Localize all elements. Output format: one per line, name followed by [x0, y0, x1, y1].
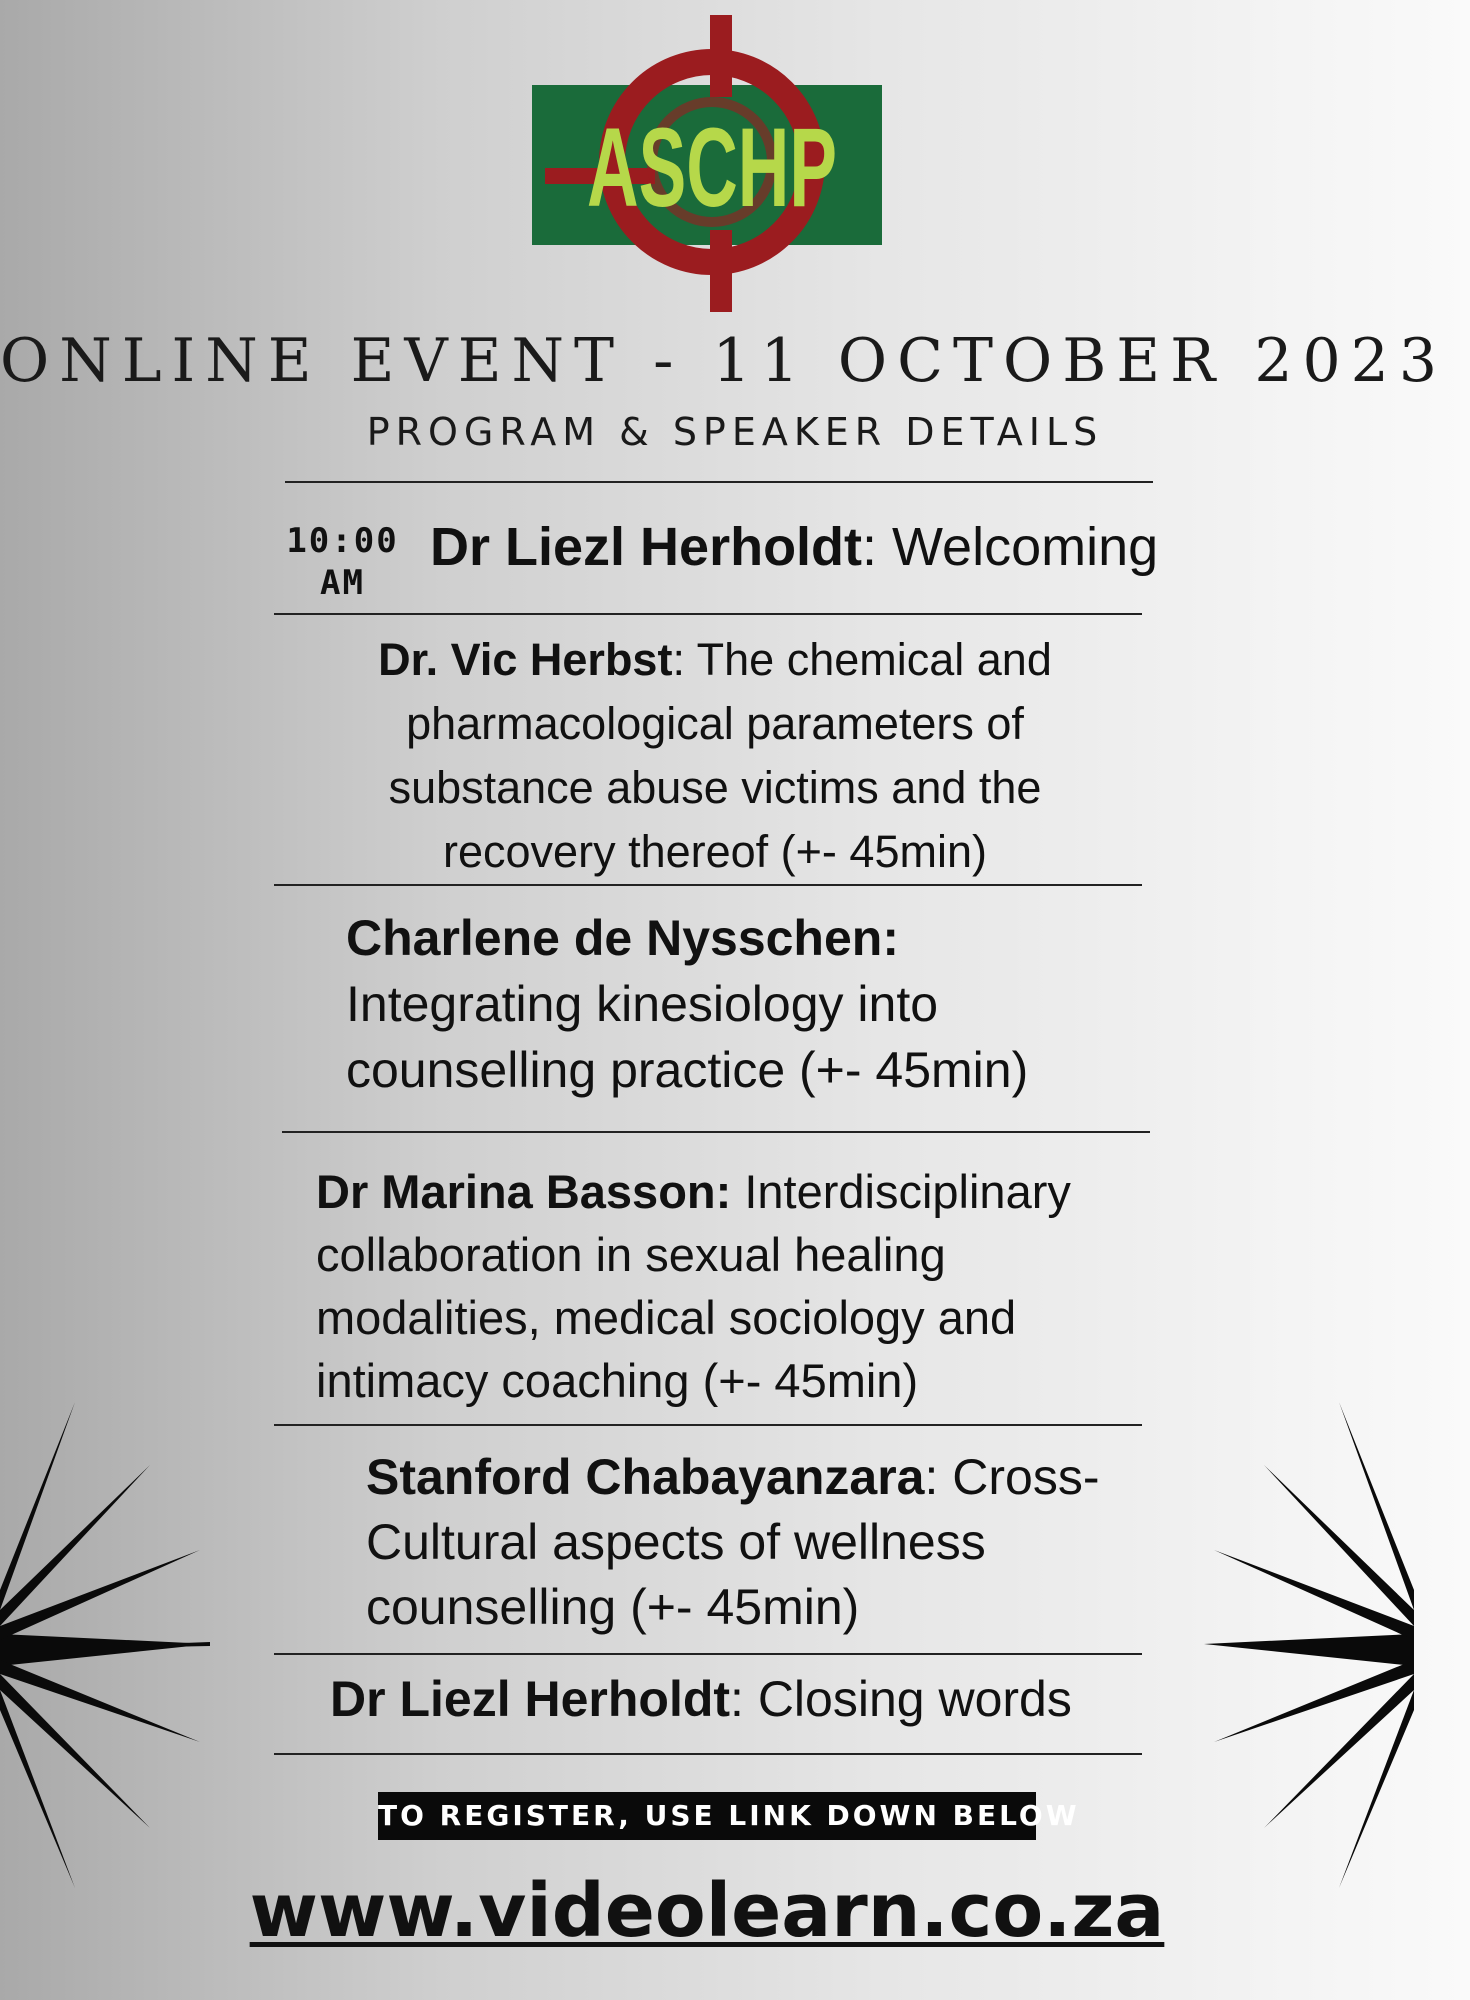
divider — [282, 1131, 1150, 1133]
program-item-closing — [330, 1670, 1072, 1728]
speaker-name: Dr Liezl Herholdt — [330, 1671, 731, 1727]
divider — [274, 1653, 1142, 1655]
divider — [274, 884, 1142, 886]
topic: Cross-Cultural aspects of wellness counselling (+- 45min) — [366, 1449, 1100, 1635]
topic: Integrating kinesiology into counselling practice (+- 45min) — [346, 976, 1029, 1098]
program-item-chabayanzara — [366, 1445, 1126, 1640]
start-time — [280, 520, 405, 604]
topic: Closing words — [757, 1671, 1072, 1727]
divider — [274, 1424, 1142, 1426]
speaker-name: Charlene de Nysschen: — [346, 910, 899, 966]
divider — [274, 613, 1142, 615]
divider — [274, 1753, 1142, 1755]
register-link[interactable]: www.videolearn.co.za — [249, 1868, 1165, 1954]
speaker-name: Dr Marina Basson: — [316, 1165, 732, 1218]
speaker-name: Dr Liezl Herholdt — [430, 517, 863, 577]
separator — [731, 1165, 744, 1218]
separator: : — [924, 1449, 953, 1505]
separator: : — [862, 517, 893, 577]
aschp-logo — [520, 10, 900, 315]
program-item-welcoming — [430, 516, 1158, 578]
speaker-name: Stanford Chabayanzara — [366, 1449, 925, 1505]
starburst-left-icon — [0, 1390, 220, 1910]
register-banner: TO REGISTER, USE LINK DOWN BELOW — [378, 1792, 1036, 1840]
start-time-value: 10:00 — [286, 521, 399, 561]
topic: Welcoming — [892, 517, 1159, 577]
event-title: ONLINE EVENT - 11 OCTOBER 2023 — [0, 326, 1448, 396]
starburst-right-icon — [1194, 1390, 1414, 1910]
program-item-herbst — [330, 628, 1100, 884]
program-item-basson — [316, 1160, 1116, 1412]
separator: : — [730, 1671, 758, 1727]
program-item-nysschen — [346, 905, 1146, 1103]
logo-text: ASCHP — [587, 105, 837, 230]
speaker-name: Dr. Vic Herbst — [378, 634, 673, 685]
event-subtitle: PROGRAM & SPEAKER DETAILS — [366, 410, 1104, 454]
topic: The chemical and pharmacological parameters of substance abuse victims and the recovery thereof (+- 45min) — [388, 634, 1052, 877]
topic: Interdisciplinary collaboration in sexual healing modalities, medical sociology and intimacy coaching (+- 45min) — [316, 1165, 1071, 1407]
start-time-period: AM — [320, 563, 365, 603]
divider — [285, 481, 1153, 483]
separator: : — [672, 634, 697, 685]
